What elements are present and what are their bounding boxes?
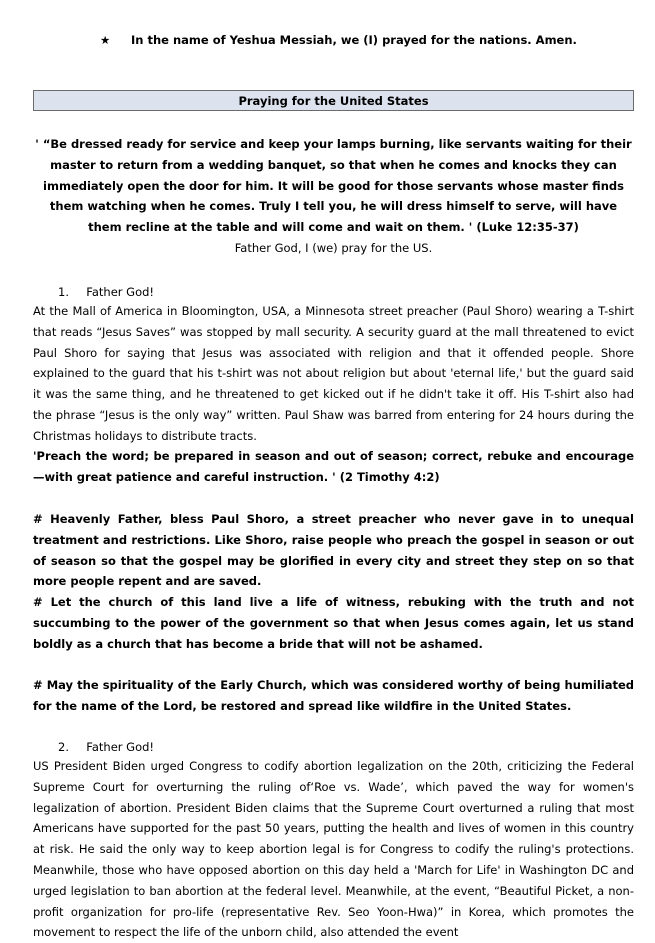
scripture-paragraph: 'Preach the word; be prepared in season and out of season; correct, rebuke and encourage—with great patience and careful instruction. ' (2 Timothy 4:2) bbox=[33, 449, 634, 484]
prayer-paragraph-2: # Let the church of this land live a life of witness, rebuking with the truth and not succumbing to the power of the government so that when Jesus comes again, let us stand boldly as a church that has become a bride that will not be ashamed. bbox=[33, 595, 634, 651]
intro-text: In the name of Yeshua Messiah, we (I) prayed for the nations. Amen. bbox=[131, 33, 577, 47]
section-heading: Praying for the United States bbox=[33, 90, 634, 111]
item-number: 1. bbox=[58, 285, 69, 299]
item-heading-text: Father God! bbox=[86, 285, 155, 299]
opening-prayer: Father God, I (we) pray for the US. bbox=[234, 241, 433, 255]
item-heading-2 bbox=[58, 737, 154, 757]
prayer-paragraph-3: # May the spirituality of the Early Church, which was considered worthy of being humiliated for the name of the Lord, be restored and spread like wildfire in the United States. bbox=[33, 678, 634, 713]
scripture-quote: ' “Be dressed ready for service and keep your lamps burning, like servants waiting for their master to return from a wedding banquet, so that when he comes and knocks they can immediately open the door for him. It will be good for those servants whose master finds them watching when he comes. Truly I tell you, he will dress himself to serve, will have them recline at the table and will come and wait on them. ' (Luke 12:35-37) bbox=[35, 137, 632, 235]
prayer-paragraph-1: # Heavenly Father, bless Paul Shoro, a street preacher who never gave in to unequal treatment and restrictions. Like Shoro, raise people who preach the gospel in season or out of season so that the gospel may be glorified in every city and street they step on so that more people repent and are saved. bbox=[33, 512, 634, 589]
item-body-2: US President Biden urged Congress to codify abortion legalization on the 20th, criticizing the Federal Supreme Court for overturning the ruling of‘Roe vs. Wade’, which paved the way for women's legalization of abortion. President Biden claims that the Supreme Court overturned a ruling that most Americans have supported for the past 50 years, putting the health and lives of women in this country at risk. He said the only way to keep abortion legal is for Congress to codify the ruling's protections. Meanwhile, those who have opposed abortion on this day held a 'March for Life' in Washington DC and urged legislation to ban abortion at the federal level. Meanwhile, at the event, “Beautiful Picket, a non-profit organization for pro-life (representative Rev. Seo Yoon-Hwa)” in Korea, which promotes the movement to respect the life of the unborn child, also attended the event bbox=[33, 759, 634, 940]
item-body-1: At the Mall of America in Bloomington, USA, a Minnesota street preacher (Paul Shoro) wearing a T-shirt that reads “Jesus Saves” was stopped by mall security. A security guard at the mall threatened to evict Paul Shoro for saying that Jesus was associated with religion and that it offended people. Shore explained to the guard that his t-shirt was not about religion but about 'eternal life,' but the guard said it was the same thing, and he threatened to get kicked out if he didn't take it off. His T-shirt also had the phrase “Jesus is the only way” written. Paul Shaw was barred from entering for 24 hours during the Christmas holidays to distribute tracts. bbox=[33, 304, 634, 443]
item-heading-1 bbox=[58, 282, 154, 302]
item-heading-text: Father God! bbox=[86, 740, 155, 754]
intro-line bbox=[0, 31, 655, 49]
star-bullet-icon: ★ bbox=[100, 33, 111, 47]
item-number: 2. bbox=[58, 740, 69, 754]
